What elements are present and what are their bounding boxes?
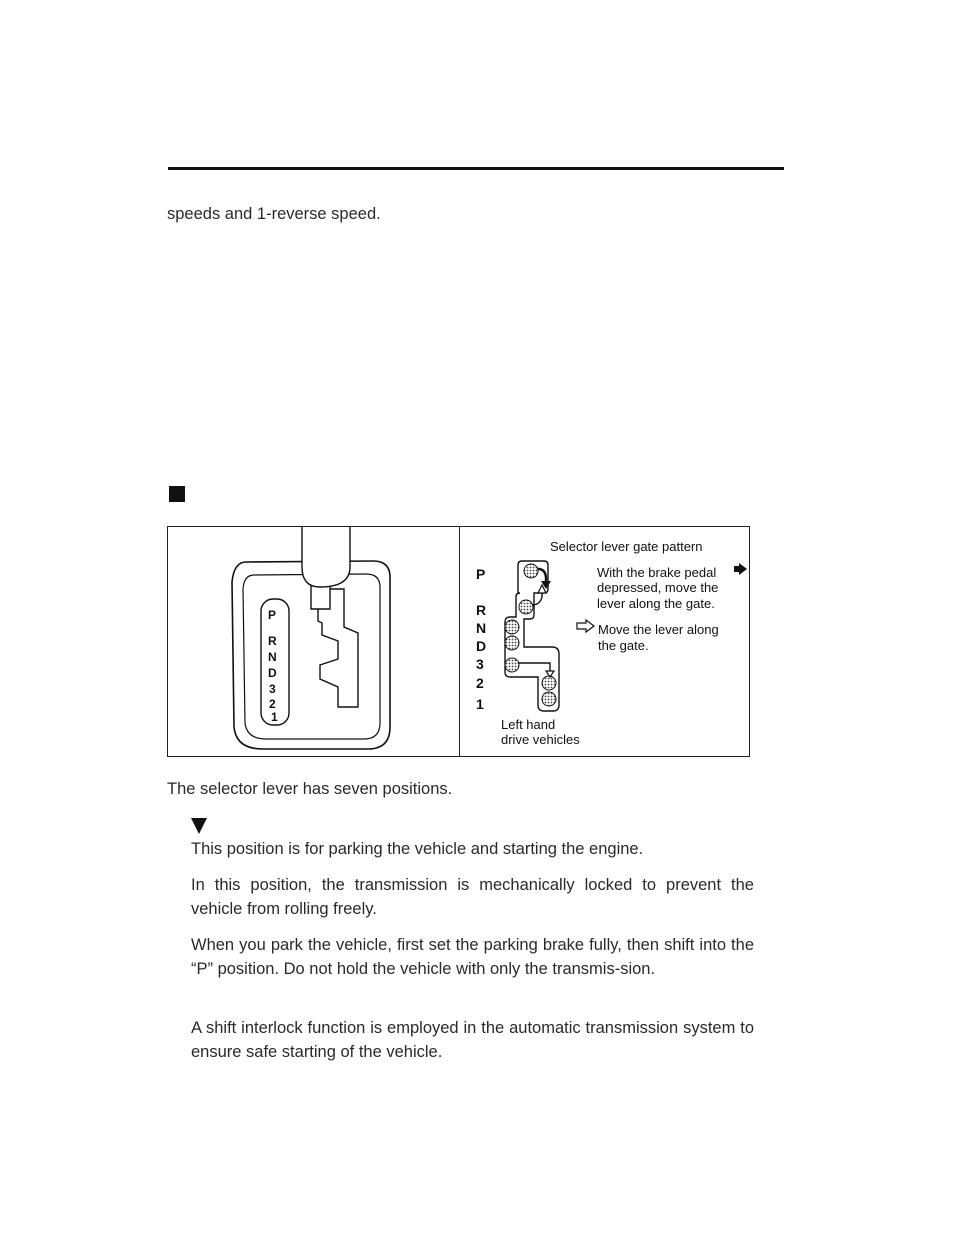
legend-outline-line2: the gate. (598, 638, 649, 653)
lever-label-1: 1 (271, 710, 278, 724)
gate-title: Selector lever gate pattern (550, 539, 703, 554)
outline-arrow-icon (577, 620, 594, 632)
gate-label-r: R (476, 602, 487, 618)
section-marker-square (169, 486, 185, 502)
lever-label-2: 2 (269, 697, 276, 711)
intro-text: speeds and 1-reverse speed. (167, 205, 381, 223)
gate-label-2: 2 (476, 675, 484, 691)
legend-solid-line2: depressed, move the (597, 580, 719, 595)
legend-solid-line1: With the brake pedal (597, 565, 717, 580)
subsection-marker-triangle (191, 818, 207, 834)
gate-stop-p (524, 564, 538, 578)
body-paragraph-3: When you park the vehicle, first set the parking brake fully, then shift into the “P” position. Do not hold the vehicle with only the transmis-sion. (191, 936, 754, 978)
gate-stop-n (505, 620, 519, 634)
solid-arrow-icon (734, 563, 747, 575)
legend-solid-line3: lever along the gate. (597, 596, 715, 611)
body-paragraph-2: In this position, the transmission is mechanically locked to prevent the vehicle from rolling freely. (191, 876, 754, 918)
lever-label-n: N (268, 650, 277, 664)
body-paragraph-4: A shift interlock function is employed in the automatic transmission system to ensure safe starting of the vehicle. (191, 1019, 754, 1061)
drive-note-line2: drive vehicles (501, 732, 580, 747)
shift-lever-illustration (168, 527, 459, 756)
gate-pattern-diagram (460, 527, 750, 756)
positions-text: The selector lever has seven positions. (167, 780, 453, 798)
gate-label-3: 3 (476, 656, 484, 672)
gate-label-d: D (476, 638, 487, 654)
gate-stop-r (519, 600, 533, 614)
solid-arrow-p-r (538, 569, 546, 583)
gate-label-p: P (476, 566, 486, 582)
header-rule (168, 167, 784, 170)
gate-stop-3 (505, 658, 519, 672)
lever-label-d: D (268, 666, 277, 680)
drive-note-line1: Left hand (501, 717, 556, 732)
lever-label-3: 3 (269, 682, 276, 696)
legend-outline-line1: Move the lever along (598, 622, 719, 637)
body-paragraph-1: This position is for parking the vehicle and starting the engine. (191, 840, 644, 858)
lever-label-p: P (268, 608, 277, 622)
gate-stop-1 (542, 692, 556, 706)
gate-label-1: 1 (476, 696, 484, 712)
selector-lever-figure (167, 526, 750, 757)
gate-stop-2 (542, 676, 556, 690)
gate-stop-d (505, 636, 519, 650)
lever-label-r: R (268, 634, 277, 648)
gate-label-n: N (476, 620, 487, 636)
